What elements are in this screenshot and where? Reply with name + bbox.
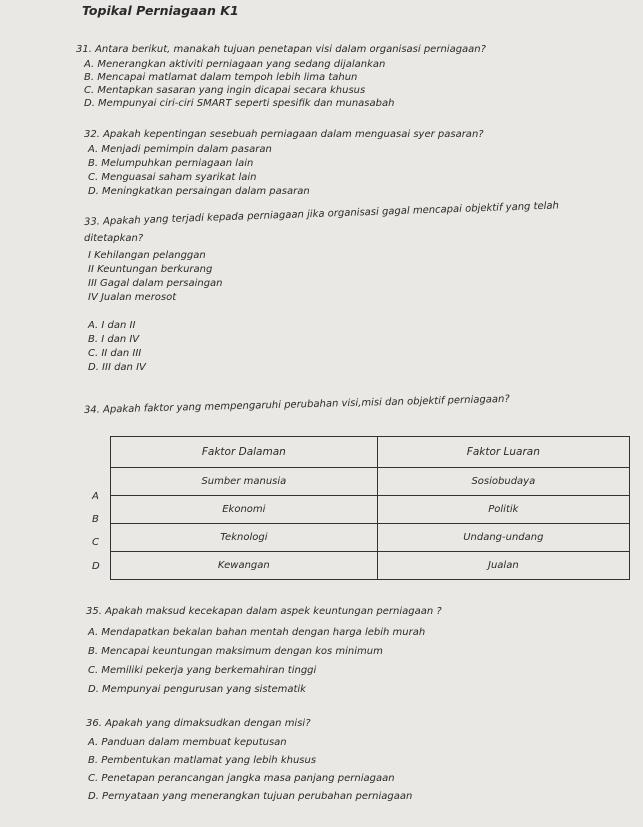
q34-factor-table bbox=[110, 436, 630, 580]
q31-option-b: B. Mencapai matlamat dalam tempoh lebih lima tahun bbox=[84, 72, 358, 83]
cell-luaran-b: Politik bbox=[377, 495, 629, 523]
table-header-row bbox=[111, 437, 630, 468]
header-faktor-dalaman: Faktor Dalaman bbox=[111, 437, 378, 468]
q36-option-b: B. Pembentukan matlamat yang lebih khusus bbox=[88, 755, 317, 766]
cell-luaran-a: Sosiobudaya bbox=[377, 467, 629, 495]
q33-item-4: IV Jualan merosot bbox=[88, 292, 177, 303]
q32-option-a: A. Menjadi pemimpin dalam pasaran bbox=[88, 144, 272, 155]
q34-row-label-a: A bbox=[92, 491, 99, 502]
q36-option-d: D. Pernyataan yang menerangkan tujuan perubahan perniagaan bbox=[88, 791, 413, 802]
cell-dalaman-d: Kewangan bbox=[111, 551, 378, 579]
q32-stem: 32. Apakah kepentingan sesebuah perniagaan dalam menguasai syer pasaran? bbox=[84, 129, 484, 140]
header-faktor-luaran: Faktor Luaran bbox=[377, 437, 629, 468]
page-title: Topikal Perniagaan K1 bbox=[82, 3, 239, 18]
q32-option-c: C. Menguasai saham syarikat lain bbox=[88, 172, 257, 183]
q33-stem-line-1: 33. Apakah yang terjadi kepada perniagaan jika organisasi gagal mencapai objektif yang telah bbox=[83, 200, 560, 228]
q31-option-c: C. Mentapkan sasaran yang ingin dicapai secara khusus bbox=[84, 85, 366, 96]
q35-option-a: A. Mendapatkan bekalan bahan mentah dengan harga lebih murah bbox=[88, 627, 426, 638]
q31-option-a: A. Menerangkan aktiviti perniagaan yang sedang dijalankan bbox=[84, 59, 386, 70]
q33-option-d: D. III dan IV bbox=[88, 362, 146, 373]
cell-dalaman-c: Teknologi bbox=[111, 523, 378, 551]
q33-stem-line-2: ditetapkan? bbox=[84, 233, 144, 244]
q34-row-label-c: C bbox=[92, 537, 99, 548]
cell-dalaman-a: Sumber manusia bbox=[111, 467, 378, 495]
q36-stem: 36. Apakah yang dimaksudkan dengan misi? bbox=[86, 718, 311, 729]
q31-stem: 31. Antara berikut, manakah tujuan penetapan visi dalam organisasi perniagaan? bbox=[76, 44, 486, 55]
q36-option-a: A. Panduan dalam membuat keputusan bbox=[88, 737, 287, 748]
q34-stem: 34. Apakah faktor yang mempengaruhi perubahan visi,misi dan objektif perniagaan? bbox=[83, 393, 510, 416]
q35-option-b: B. Mencapai keuntungan maksimum dengan kos minimum bbox=[88, 646, 383, 657]
table-row bbox=[111, 467, 630, 495]
q32-option-b: B. Melumpuhkan perniagaan lain bbox=[88, 158, 254, 169]
q33-option-c: C. II dan III bbox=[88, 348, 142, 359]
q33-option-b: B. I dan IV bbox=[88, 334, 140, 345]
q32-option-d: D. Meningkatkan persaingan dalam pasaran bbox=[88, 186, 310, 197]
q34-row-label-b: B bbox=[92, 514, 99, 525]
q33-option-a: A. I dan II bbox=[88, 320, 136, 331]
q34-row-label-d: D bbox=[92, 561, 100, 572]
q33-item-2: II Keuntungan berkurang bbox=[88, 264, 213, 275]
cell-dalaman-b: Ekonomi bbox=[111, 495, 378, 523]
cell-luaran-c: Undang-undang bbox=[377, 523, 629, 551]
q36-option-c: C. Penetapan perancangan jangka masa panjang perniagaan bbox=[88, 773, 395, 784]
table-row bbox=[111, 551, 630, 579]
q33-item-1: I Kehilangan pelanggan bbox=[88, 250, 206, 261]
q35-stem: 35. Apakah maksud kecekapan dalam aspek keuntungan perniagaan ? bbox=[86, 606, 442, 617]
cell-luaran-d: Jualan bbox=[377, 551, 629, 579]
table-row bbox=[111, 495, 630, 523]
table-row bbox=[111, 523, 630, 551]
q35-option-d: D. Mempunyai pengurusan yang sistematik bbox=[88, 684, 306, 695]
q33-item-3: III Gagal dalam persaingan bbox=[88, 278, 223, 289]
q31-option-d: D. Mempunyai ciri-ciri SMART seperti spesifik dan munasabah bbox=[84, 98, 395, 109]
q35-option-c: C. Memiliki pekerja yang berkemahiran tinggi bbox=[88, 665, 317, 676]
